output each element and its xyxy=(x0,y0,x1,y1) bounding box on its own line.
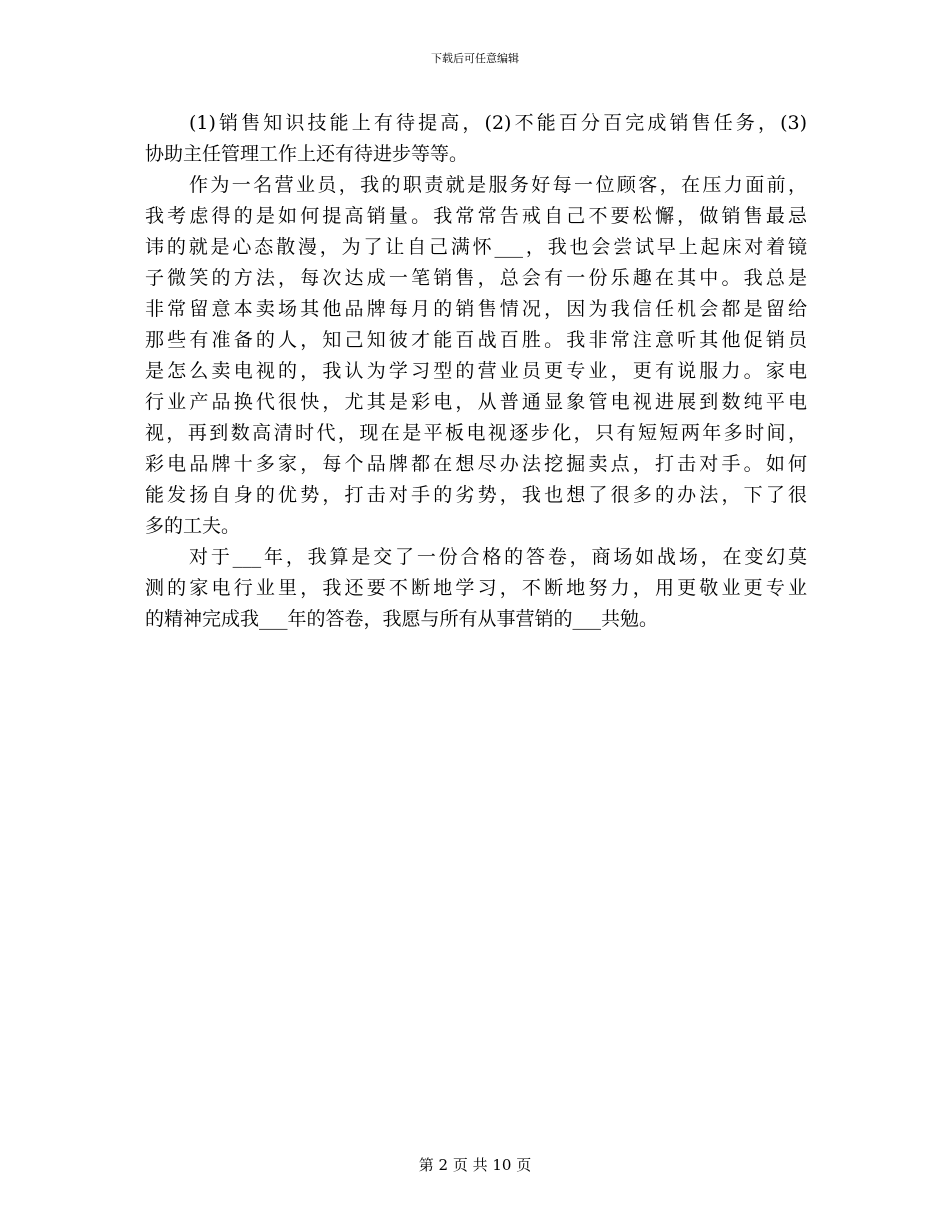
text-line: 多的工夫。 xyxy=(145,515,241,537)
text-line: 协助主任管理工作上还有待进步等等。 xyxy=(145,143,469,165)
text-line: 视，再到数高清时代，现在是平板电视逐步化，只有短短两年多时间， xyxy=(145,422,807,444)
text-line: 对于___年，我算是交了一份合格的答卷，商场如战场，在变幻莫 xyxy=(189,546,807,568)
page-number: 第 2 页 共 10 页 xyxy=(418,1156,532,1174)
text-line: 的精神完成我___年的答卷，我愿与所有从事营销的___共勉。 xyxy=(145,608,659,630)
text-line: 讳的就是心态散漫，为了让自己满怀___，我也会尝试早上起床对着镜 xyxy=(145,236,807,258)
text-line: 是怎么卖电视的，我认为学习型的营业员更专业，更有说服力。家电 xyxy=(145,360,807,382)
page-header: 下载后可任意编辑 xyxy=(431,52,519,65)
text-line: 行业产品换代很快，尤其是彩电，从普通显象管电视进展到数纯平电 xyxy=(145,391,807,413)
text-line: 子微笑的方法，每次达成一笔销售，总会有一份乐趣在其中。我总是 xyxy=(145,267,807,289)
text-line: 非常留意本卖场其他品牌每月的销售情况，因为我信任机会都是留给 xyxy=(145,298,807,320)
paragraph xyxy=(145,542,807,635)
document-body xyxy=(145,108,807,635)
text-line: 我考虑得的是如何提高销量。我常常告戒自己不要松懈，做销售最忌 xyxy=(145,205,807,227)
paragraph xyxy=(145,108,807,170)
text-line: 测的家电行业里，我还要不断地学习，不断地努力，用更敬业更专业 xyxy=(145,577,807,599)
text-line: 能发扬自身的优势，打击对手的劣势，我也想了很多的办法，下了很 xyxy=(145,484,807,506)
text-line: 彩电品牌十多家，每个品牌都在想尽办法挖掘卖点，打击对手。如何 xyxy=(145,453,807,475)
text-line: 那些有准备的人，知己知彼才能百战百胜。我非常注意听其他促销员 xyxy=(145,329,807,351)
paragraph xyxy=(145,170,807,542)
text-line: (1)销售知识技能上有待提高，(2)不能百分百完成销售任务，(3) xyxy=(189,112,807,134)
text-line: 作为一名营业员，我的职责就是服务好每一位顾客，在压力面前， xyxy=(189,174,807,196)
